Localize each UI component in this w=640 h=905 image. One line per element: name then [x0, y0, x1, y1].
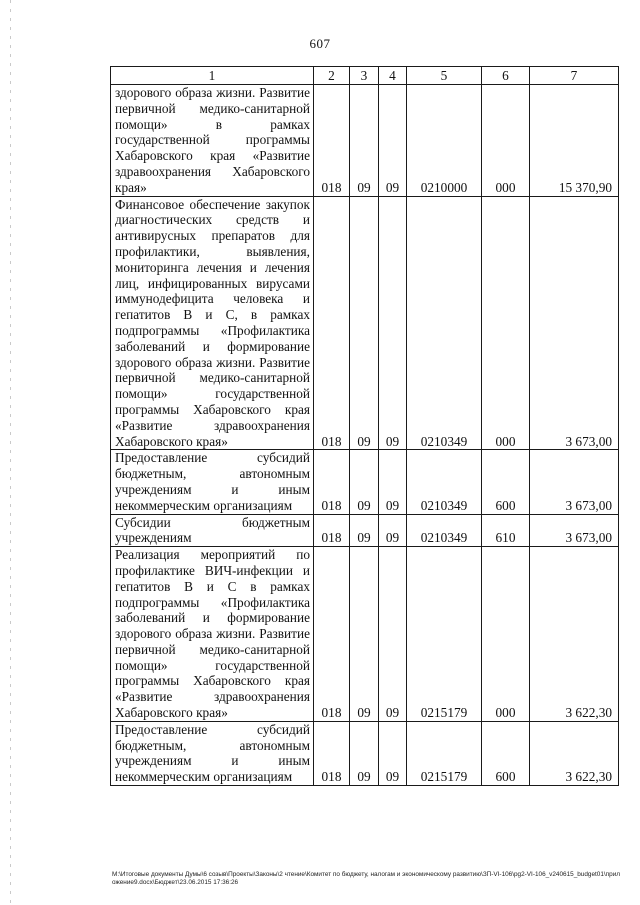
row-amount: 3 673,00 [530, 450, 619, 514]
row-subsection-code: 09 [379, 196, 407, 450]
scan-margin-line [10, 0, 11, 905]
row-amount: 3 622,30 [530, 721, 619, 785]
row-amount: 3 673,00 [530, 514, 619, 547]
row-subsection-code: 09 [379, 85, 407, 197]
table-row [111, 85, 619, 197]
row-subsection-code: 09 [379, 450, 407, 514]
row-ministry-code: 018 [314, 721, 350, 785]
row-section-code: 09 [350, 450, 379, 514]
header-col-1: 1 [111, 67, 314, 85]
row-ministry-code: 018 [314, 547, 350, 722]
row-subsection-code: 09 [379, 547, 407, 722]
header-row [111, 67, 619, 85]
row-section-code: 09 [350, 514, 379, 547]
row-ministry-code: 018 [314, 450, 350, 514]
row-subsection-code: 09 [379, 721, 407, 785]
row-name: Финансовое обеспечение закупок диагностических средств и антивирусных препаратов для профилактики, выявления, мониторинга лечения и лечения лиц, инфицированных вирусами иммунодефицита человека и гепатитов В и С, в рамках подпрограммы «Профилактика заболеваний и формирование здорового образа жизни. Развитие первичной медико-санитарной помощи» государственной программы Хабаровского края «Развитие здравоохранения Хабаровского края» [111, 196, 314, 450]
row-section-code: 09 [350, 547, 379, 722]
row-expense-type: 600 [482, 721, 530, 785]
page-number: 607 [309, 36, 331, 51]
row-amount: 3 622,30 [530, 547, 619, 722]
table-row [111, 450, 619, 514]
row-expense-type: 610 [482, 514, 530, 547]
header-col-6: 6 [482, 67, 530, 85]
header-col-4: 4 [379, 67, 407, 85]
budget-table [110, 66, 619, 786]
row-name: Предоставление субсидий бюджетным, автономным учреждениям и иным некоммерческим организациям [111, 721, 314, 785]
row-expense-type: 000 [482, 547, 530, 722]
row-expense-type: 000 [482, 196, 530, 450]
row-ministry-code: 018 [314, 85, 350, 197]
table-row [111, 514, 619, 547]
table-row [111, 547, 619, 722]
row-target-article: 0210349 [407, 450, 482, 514]
header-col-5: 5 [407, 67, 482, 85]
row-subsection-code: 09 [379, 514, 407, 547]
row-target-article: 0210000 [407, 85, 482, 197]
table-row [111, 196, 619, 450]
row-target-article: 0215179 [407, 721, 482, 785]
row-ministry-code: 018 [314, 514, 350, 547]
row-name: Субсидии бюджетным учреждениям [111, 514, 314, 547]
row-amount: 15 370,90 [530, 85, 619, 197]
row-section-code: 09 [350, 196, 379, 450]
header-col-3: 3 [350, 67, 379, 85]
row-amount: 3 673,00 [530, 196, 619, 450]
table-row [111, 721, 619, 785]
row-target-article: 0210349 [407, 196, 482, 450]
row-expense-type: 000 [482, 85, 530, 197]
row-name: Реализация мероприятий по профилактике ВИЧ-инфекции и гепатитов В и С в рамках подпрограммы «Профилактика заболеваний и формирование здорового образа жизни. Развитие первичной медико-санитарной помощи» государственной программы Хабаровского края «Развитие здравоохранения Хабаровского края» [111, 547, 314, 722]
header-col-2: 2 [314, 67, 350, 85]
row-name: Предоставление субсидий бюджетным, автономным учреждениям и иным некоммерческим организациям [111, 450, 314, 514]
document-file-path: M:\Итоговые документы Думы\6 созыв\Проекты\Законы\2 чтение\Комитет по бюджету, налогам и экономическому развитию\ЗП-VI-106\pg2-VI-106_v240615_budget01\приложение9.docx\Бюджет\23.06.2015 17:36:26 [112, 871, 620, 886]
header-col-7: 7 [530, 67, 619, 85]
row-expense-type: 600 [482, 450, 530, 514]
row-name: здорового образа жизни. Развитие первичной медико-санитарной помощи» в рамках государственной программы Хабаровского края «Развитие здравоохранения Хабаровского края» [111, 85, 314, 197]
row-target-article: 0215179 [407, 547, 482, 722]
row-ministry-code: 018 [314, 196, 350, 450]
row-section-code: 09 [350, 721, 379, 785]
row-section-code: 09 [350, 85, 379, 197]
row-target-article: 0210349 [407, 514, 482, 547]
